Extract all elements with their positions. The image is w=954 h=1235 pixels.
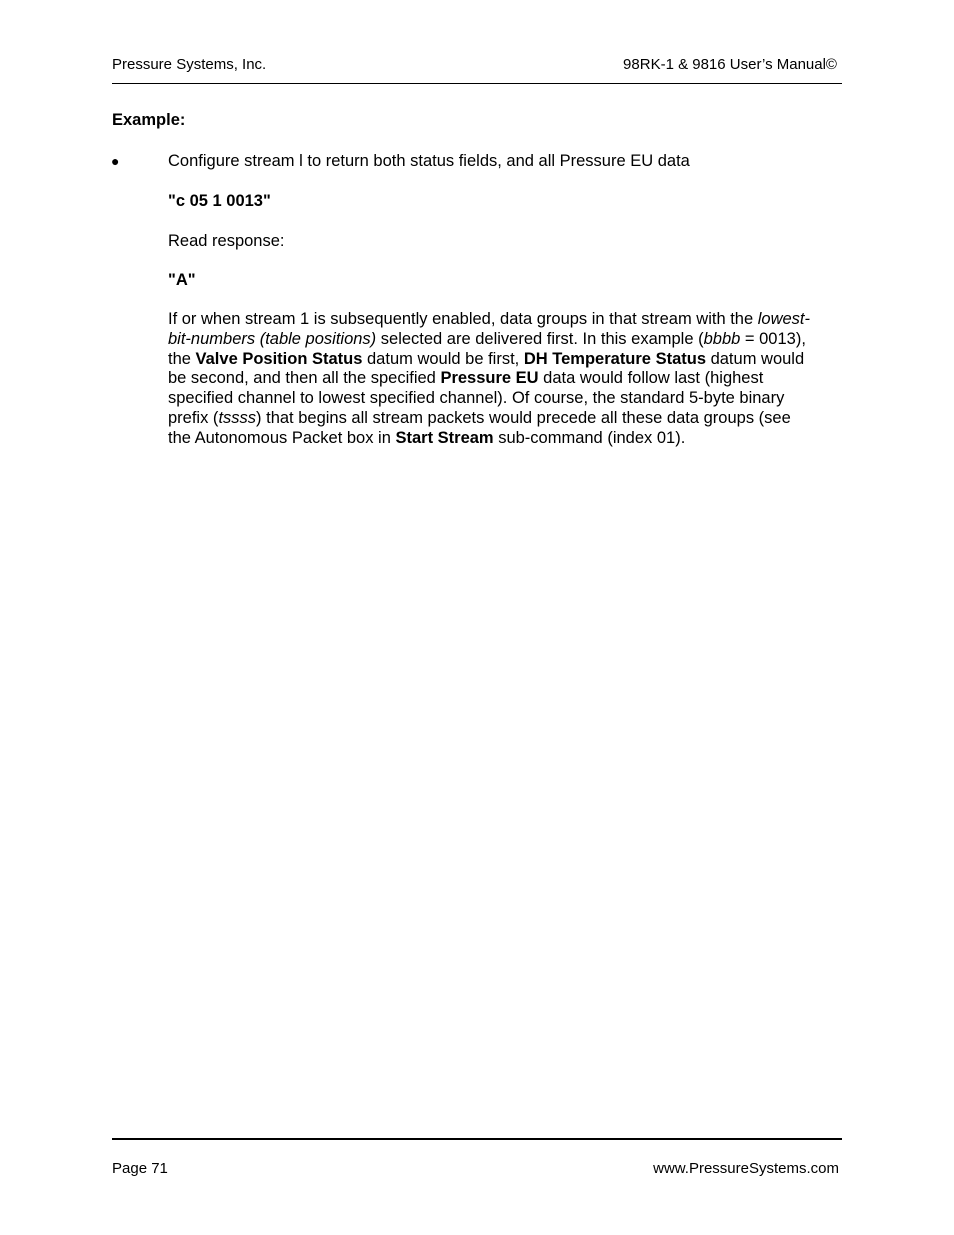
bullet-icon: ●	[111, 153, 120, 169]
read-response-label: Read response:	[168, 232, 285, 250]
paragraph-line-3: the Valve Position Status datum would be first, DH Temperature Status datum would	[168, 349, 805, 368]
response-text: "A"	[168, 271, 196, 289]
header-divider	[112, 83, 842, 84]
paragraph-line-2: bit-numbers (table positions) selected are delivered first. In this example (bbbb = 0013),	[168, 329, 806, 348]
footer-page-number: Page 71	[112, 1160, 168, 1177]
paragraph-line-5: specified channel to lowest specified channel). Of course, the standard 5-byte binary	[168, 389, 785, 408]
paragraph-line-6: prefix (tssss) that begins all stream packets would precede all these data groups (see	[168, 408, 791, 427]
paragraph-line-7: the Autonomous Packet box in Start Stream sub-command (index 01).	[168, 428, 686, 447]
explanation-paragraph	[168, 310, 840, 449]
paragraph-line-1: If or when stream 1 is subsequently enabled, data groups in that stream with the lowest-	[168, 310, 811, 328]
header-manual-title: 98RK-1 & 9816 User’s Manual©	[623, 56, 837, 73]
footer-website: www.PressureSystems.com	[653, 1160, 839, 1177]
paragraph-line-4: be second, and then all the specified Pressure EU data would follow last (highest	[168, 369, 764, 388]
example-heading: Example:	[112, 111, 186, 129]
footer-divider	[112, 1138, 842, 1140]
bullet-text: Configure stream l to return both status fields, and all Pressure EU data	[168, 152, 690, 170]
command-text: "c 05 1 0013"	[168, 192, 271, 210]
header-company: Pressure Systems, Inc.	[112, 56, 267, 73]
